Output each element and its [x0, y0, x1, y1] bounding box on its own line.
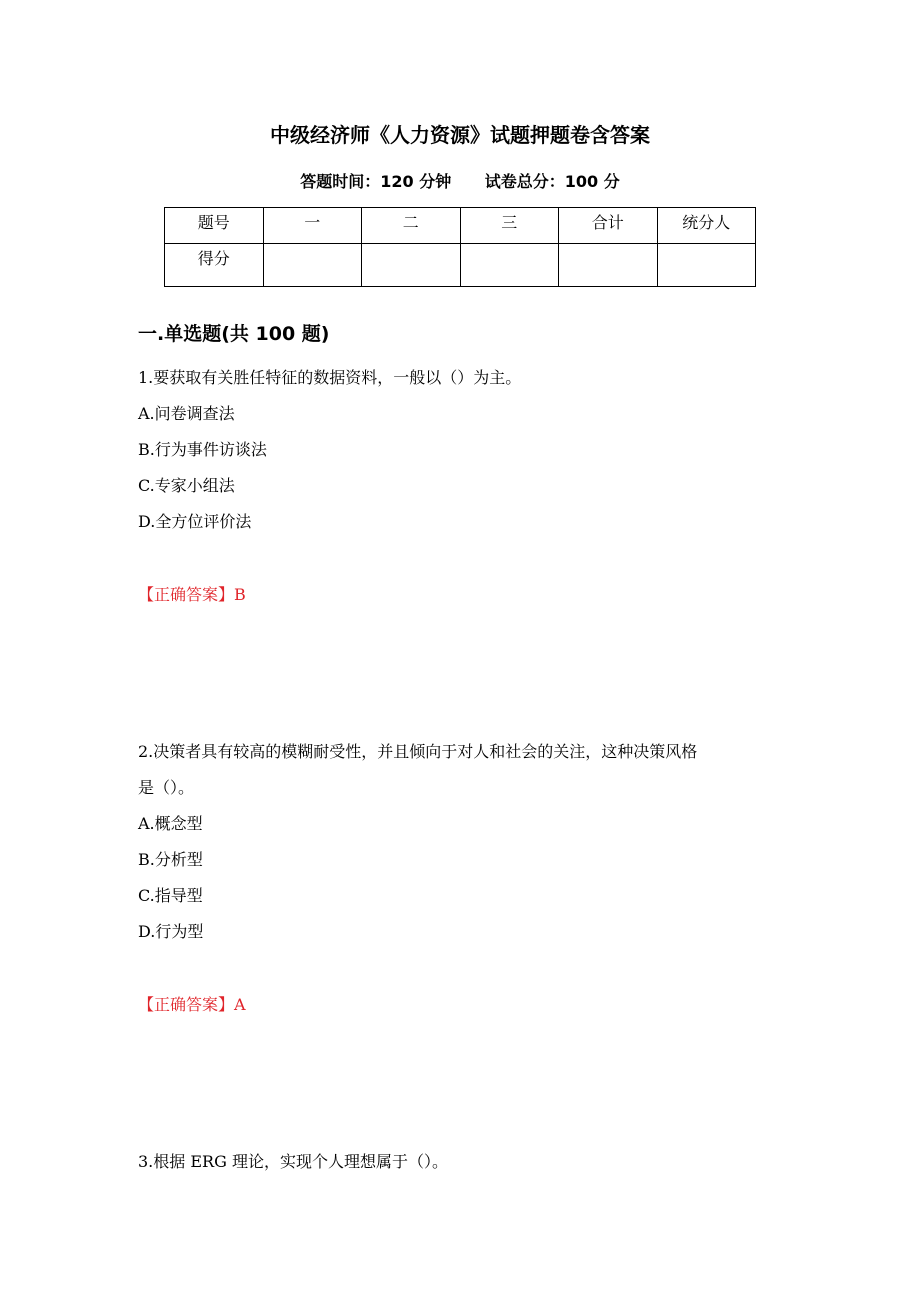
score-input-cell	[460, 244, 559, 287]
question-stem: 1.要获取有关胜任特征的数据资料，一般以（）为主。	[138, 368, 522, 387]
score-cell: 题号	[165, 208, 264, 244]
option-d: D.行为型	[138, 922, 204, 941]
option-b: B.分析型	[138, 850, 203, 869]
option-c: C.指导型	[138, 886, 203, 905]
question-stem: 3.根据 ERG 理论，实现个人理想属于（）。	[138, 1152, 448, 1171]
score-input-cell	[559, 244, 658, 287]
score-input-cell	[362, 244, 461, 287]
option-a: A.概念型	[138, 814, 203, 833]
score-cell: 一	[263, 208, 362, 244]
question-stem-continued: 是（）。	[138, 778, 195, 797]
score-cell: 合计	[559, 208, 658, 244]
question-stem: 2.决策者具有较高的模糊耐受性，并且倾向于对人和社会的关注，这种决策风格	[138, 742, 698, 761]
score-table-header-row	[165, 208, 756, 244]
option-a: A.问卷调查法	[138, 404, 235, 423]
exam-meta	[0, 170, 920, 194]
exam-time: 答题时间：120 分钟	[300, 172, 452, 191]
option-d: D.全方位评价法	[138, 512, 252, 531]
document-title: 中级经济师《人力资源》试题押题卷含答案	[270, 123, 650, 147]
section-title: 一.单选题(共 100 题)	[138, 323, 330, 345]
correct-answer: 【正确答案】A	[138, 995, 246, 1014]
score-cell: 三	[460, 208, 559, 244]
score-cell: 二	[362, 208, 461, 244]
score-input-cell	[657, 244, 756, 287]
score-cell: 统分人	[657, 208, 756, 244]
exam-total-score: 试卷总分：100 分	[484, 172, 620, 191]
correct-answer: 【正确答案】B	[138, 585, 246, 604]
score-table	[164, 207, 756, 287]
option-c: C.专家小组法	[138, 476, 235, 495]
score-input-cell	[263, 244, 362, 287]
score-table-score-row	[165, 244, 756, 287]
option-b: B.行为事件访谈法	[138, 440, 267, 459]
score-cell: 得分	[165, 244, 264, 287]
